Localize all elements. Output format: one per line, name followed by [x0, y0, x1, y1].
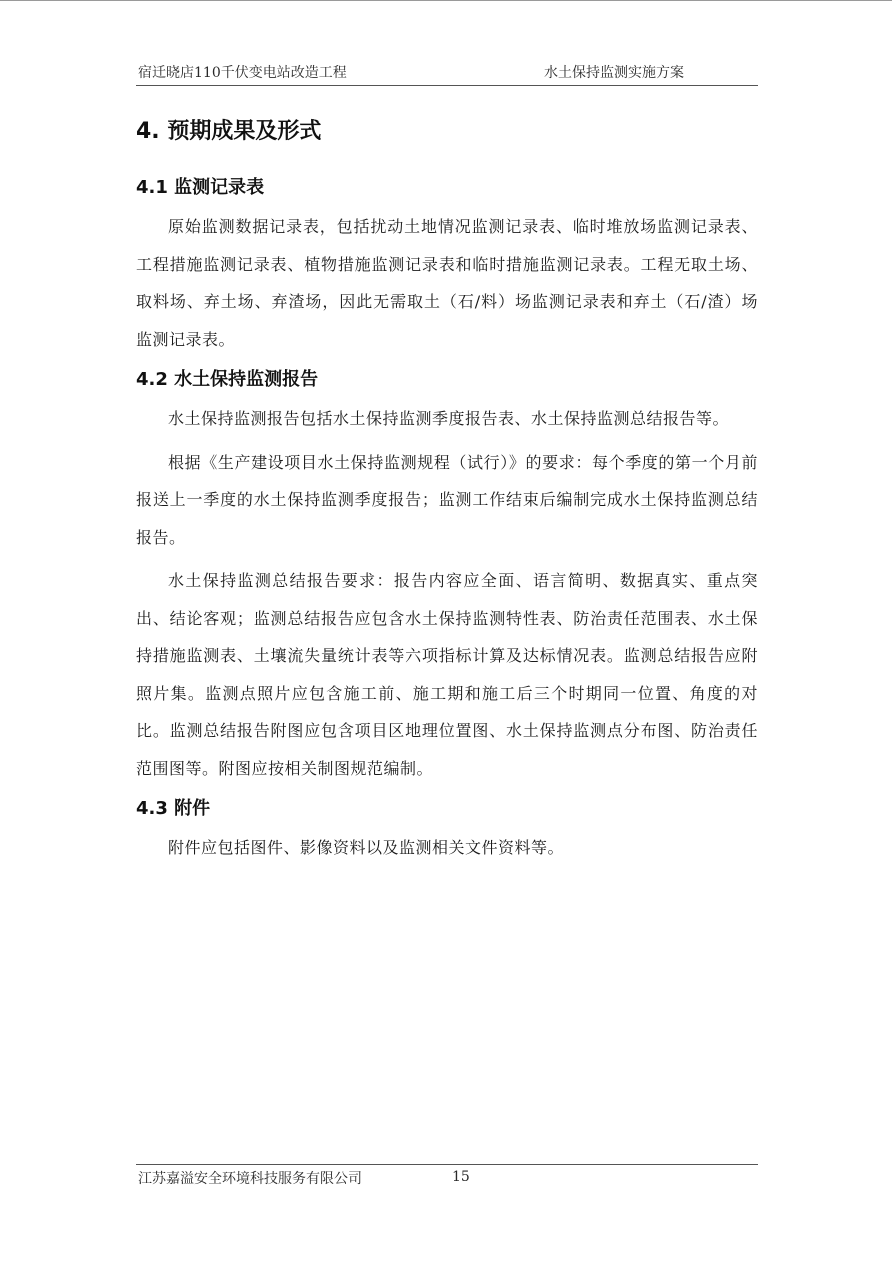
page-body	[136, 112, 758, 873]
subsection-4-2	[136, 364, 758, 787]
page-top-edge	[0, 0, 892, 1]
subsection-title: 4.1 监测记录表	[136, 177, 265, 198]
paragraph: 水土保持监测报告包括水土保持监测季度报告表、水土保持监测总结报告等。	[168, 409, 730, 428]
subsection-4-1	[136, 172, 758, 358]
subsection-4-3	[136, 793, 758, 867]
paragraph: 原始监测数据记录表，包括扰动土地情况监测记录表、临时堆放场监测记录表、工程措施监测记录表、植物措施监测记录表和临时措施监测记录表。工程无取土场、取料场、弃土场、弃渣场，因此无需取土（石/料）场监测记录表和弃土（石/渣）场监测记录表。	[136, 217, 758, 349]
header-document-title: 水土保持监测实施方案	[544, 65, 684, 81]
paragraph: 水土保持监测总结报告要求：报告内容应全面、语言简明、数据真实、重点突出、结论客观；监测总结报告应包含水土保持监测特性表、防治责任范围表、水土保持措施监测表、土壤流失量统计表等六项指标计算及达标情况表。监测总结报告应附照片集。监测点照片应包含施工前、施工期和施工后三个时期同一位置、角度的对比。监测总结报告附图应包含项目区地理位置图、水土保持监测点分布图、防治责任范围图等。附图应按相关制图规范编制。	[136, 571, 758, 778]
paragraph: 附件应包括图件、影像资料以及监测相关文件资料等。	[168, 838, 565, 857]
footer-divider	[136, 1164, 758, 1165]
page-number: 15	[452, 1169, 470, 1185]
section-title: 4. 预期成果及形式	[136, 119, 322, 144]
header-divider	[136, 85, 758, 86]
subsection-title: 4.3 附件	[136, 798, 211, 819]
subsection-title: 4.2 水土保持监测报告	[136, 369, 319, 390]
paragraph: 根据《生产建设项目水土保持监测规程（试行）》的要求：每个季度的第一个月前报送上一季度的水土保持监测季度报告；监测工作结束后编制完成水土保持监测总结报告。	[136, 452, 758, 547]
header-project-name: 宿迁晓店110千伏变电站改造工程	[138, 65, 347, 81]
footer-company-name: 江苏嘉溢安全环境科技服务有限公司	[138, 1171, 362, 1187]
page-header	[136, 62, 758, 84]
